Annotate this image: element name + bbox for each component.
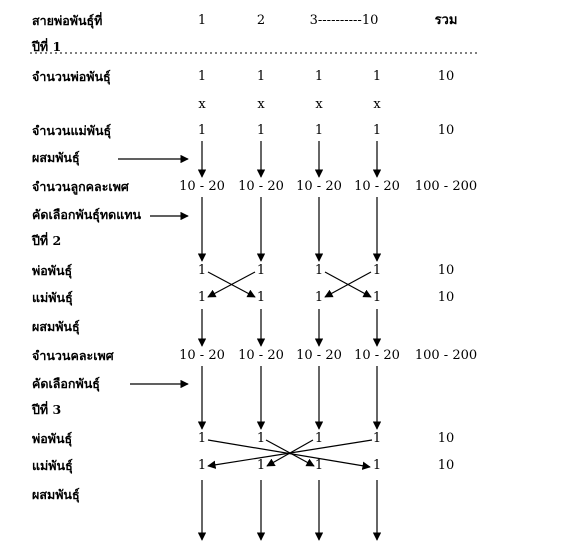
- year3-dam-value: 1: [372, 458, 382, 473]
- cross-symbol: x: [315, 97, 323, 112]
- year1-mating-label: ผสมพันธุ์: [32, 150, 80, 165]
- year2-sire-total: 10: [437, 263, 455, 278]
- year2-offspring-value: 10 - 20: [296, 348, 342, 363]
- year1-female-value: 1: [372, 123, 382, 138]
- year1-offspring-value: 10 - 20: [179, 179, 225, 194]
- year1-female-value: 1: [197, 123, 207, 138]
- year2-offspring-value: 10 - 20: [354, 348, 400, 363]
- year1-female-total: 10: [437, 123, 455, 138]
- year2-dam-value: 1: [256, 290, 266, 305]
- year2-offspring-value: 10 - 20: [179, 348, 225, 363]
- year1-male-value: 1: [372, 69, 382, 84]
- pedigree-line-label: สายพ่อพันธุ์ที่: [32, 13, 103, 28]
- col-header-2: 2: [256, 13, 266, 28]
- year2-dam-total: 10: [437, 290, 455, 305]
- year2-offspring-label: จำนวนคละเพศ: [32, 348, 114, 363]
- year1-offspring-value: 10 - 20: [354, 179, 400, 194]
- year3-dam-total: 10: [437, 458, 455, 473]
- cross-symbol: x: [198, 97, 206, 112]
- year1-label: ปีที่ 1: [32, 39, 62, 54]
- year2-sire-value: 1: [256, 263, 266, 278]
- year1-offspring-label: จำนวนลูกคละเพศ: [32, 179, 129, 194]
- year2-dam-value: 1: [372, 290, 382, 305]
- year1-male-value: 1: [197, 69, 207, 84]
- year3-sire-value: 1: [372, 431, 382, 446]
- year2-dam-value: 1: [197, 290, 207, 305]
- year2-selection-label: คัดเลือกพันธุ์: [32, 376, 100, 391]
- col-header-total: รวม: [434, 13, 458, 28]
- year2-sire-value: 1: [372, 263, 382, 278]
- year3-mating-label: ผสมพันธุ์: [32, 487, 80, 502]
- year1-female-value: 1: [256, 123, 266, 138]
- year1-offspring-total: 100 - 200: [414, 179, 478, 194]
- year3-sire-total: 10: [437, 431, 455, 446]
- year3-dam-value: 1: [256, 458, 266, 473]
- year2-label: ปีที่ 2: [32, 233, 62, 248]
- year1-male-value: 1: [256, 69, 266, 84]
- year1-male-total: 10: [437, 69, 455, 84]
- year1-male-value: 1: [314, 69, 324, 84]
- year2-offspring-value: 10 - 20: [238, 348, 284, 363]
- year2-offspring-total: 100 - 200: [414, 348, 478, 363]
- year2-sire-value: 1: [314, 263, 324, 278]
- year3-dam-value: 1: [314, 458, 324, 473]
- year2-dam-value: 1: [314, 290, 324, 305]
- col-header-1: 1: [197, 13, 207, 28]
- cross-symbol: x: [257, 97, 265, 112]
- year2-sire-label: พ่อพันธุ์: [32, 263, 73, 278]
- year1-offspring-value: 10 - 20: [296, 179, 342, 194]
- year3-label: ปีที่ 3: [32, 402, 62, 417]
- year1-male-count-label: จำนวนพ่อพันธุ์: [32, 69, 111, 84]
- year3-sire-value: 1: [314, 431, 324, 446]
- year3-sire-value: 1: [256, 431, 266, 446]
- year1-offspring-value: 10 - 20: [238, 179, 284, 194]
- year1-female-value: 1: [314, 123, 324, 138]
- year3-dam-value: 1: [197, 458, 207, 473]
- year1-female-count-label: จำนวนแม่พันธุ์: [32, 123, 112, 138]
- year2-dam-label: แม่พันธุ์: [32, 290, 73, 305]
- col-header-range: 3----------10: [309, 13, 379, 28]
- year2-sire-value: 1: [197, 263, 207, 278]
- cross-symbol: x: [373, 97, 381, 112]
- year3-dam-label: แม่พันธุ์: [32, 458, 73, 473]
- year1-selection-label: คัดเลือกพันธุ์ทดแทน: [32, 207, 142, 222]
- year3-sire-label: พ่อพันธุ์: [32, 431, 73, 446]
- year2-mating-label: ผสมพันธุ์: [32, 319, 80, 334]
- year3-sire-value: 1: [197, 431, 207, 446]
